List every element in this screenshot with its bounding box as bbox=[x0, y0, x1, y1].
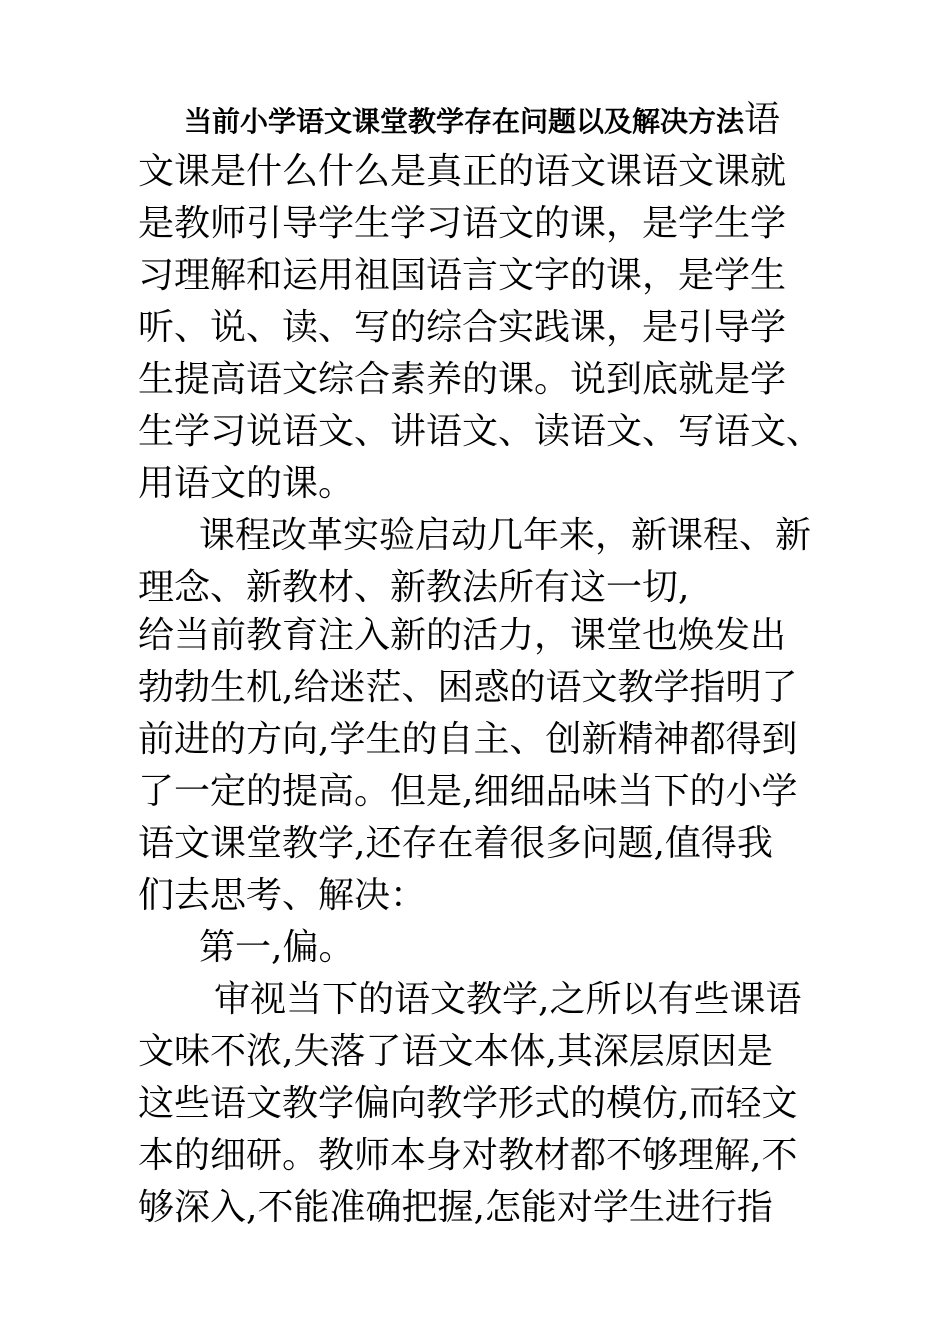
text-line: 文味不浓,失落了语文本体,其深层原因是 bbox=[138, 1031, 773, 1072]
text-line: 文课是什么什么是真正的语文课语文课就 bbox=[138, 151, 787, 192]
text-line: 听、说、读、写的综合实践课，是引导学 bbox=[138, 307, 787, 348]
title-line-tail: 语 bbox=[744, 99, 781, 140]
text-line: 理念、新教材、新教法所有这一切, bbox=[138, 567, 690, 608]
text-line: 用语文的课。 bbox=[138, 463, 355, 504]
text-line: 生学习说语文、讲语文、读语文、写语文、 bbox=[138, 411, 823, 452]
text-line: 课程改革实验启动几年来，新课程、新 bbox=[199, 515, 812, 556]
title-line bbox=[184, 98, 780, 142]
text-line: 勃勃生机,给迷茫、困惑的语文教学指明了 bbox=[138, 667, 798, 708]
text-line: 前进的方向,学生的自主、创新精神都得到 bbox=[138, 719, 798, 760]
text-line: 给当前教育注入新的活力，课堂也焕发出 bbox=[138, 615, 787, 656]
text-line: 是教师引导学生学习语文的课，是学生学 bbox=[138, 203, 787, 244]
text-line: 第一,偏。 bbox=[199, 927, 355, 968]
text-line: 语文课堂教学,还存在着很多问题,值得我 bbox=[138, 823, 773, 864]
text-line: 审视当下的语文教学,之所以有些课语 bbox=[214, 979, 802, 1020]
text-line: 本的细研。教师本身对教材都不够理解,不 bbox=[138, 1135, 798, 1176]
document-title: 当前小学语文课堂教学存在问题以及解决方法 bbox=[184, 105, 745, 138]
text-line: 这些语文教学偏向教学形式的模仿,而轻文 bbox=[138, 1083, 798, 1124]
text-line: 够深入,不能准确把握,怎能对学生进行指 bbox=[138, 1187, 773, 1228]
text-line: 们去思考、解决： bbox=[138, 875, 427, 916]
text-line: 生提高语文综合素养的课。说到底就是学 bbox=[138, 359, 787, 400]
text-line: 习理解和运用祖国语言文字的课，是学生 bbox=[138, 255, 787, 296]
text-line: 了一定的提高。但是,细细品味当下的小学 bbox=[138, 771, 798, 812]
